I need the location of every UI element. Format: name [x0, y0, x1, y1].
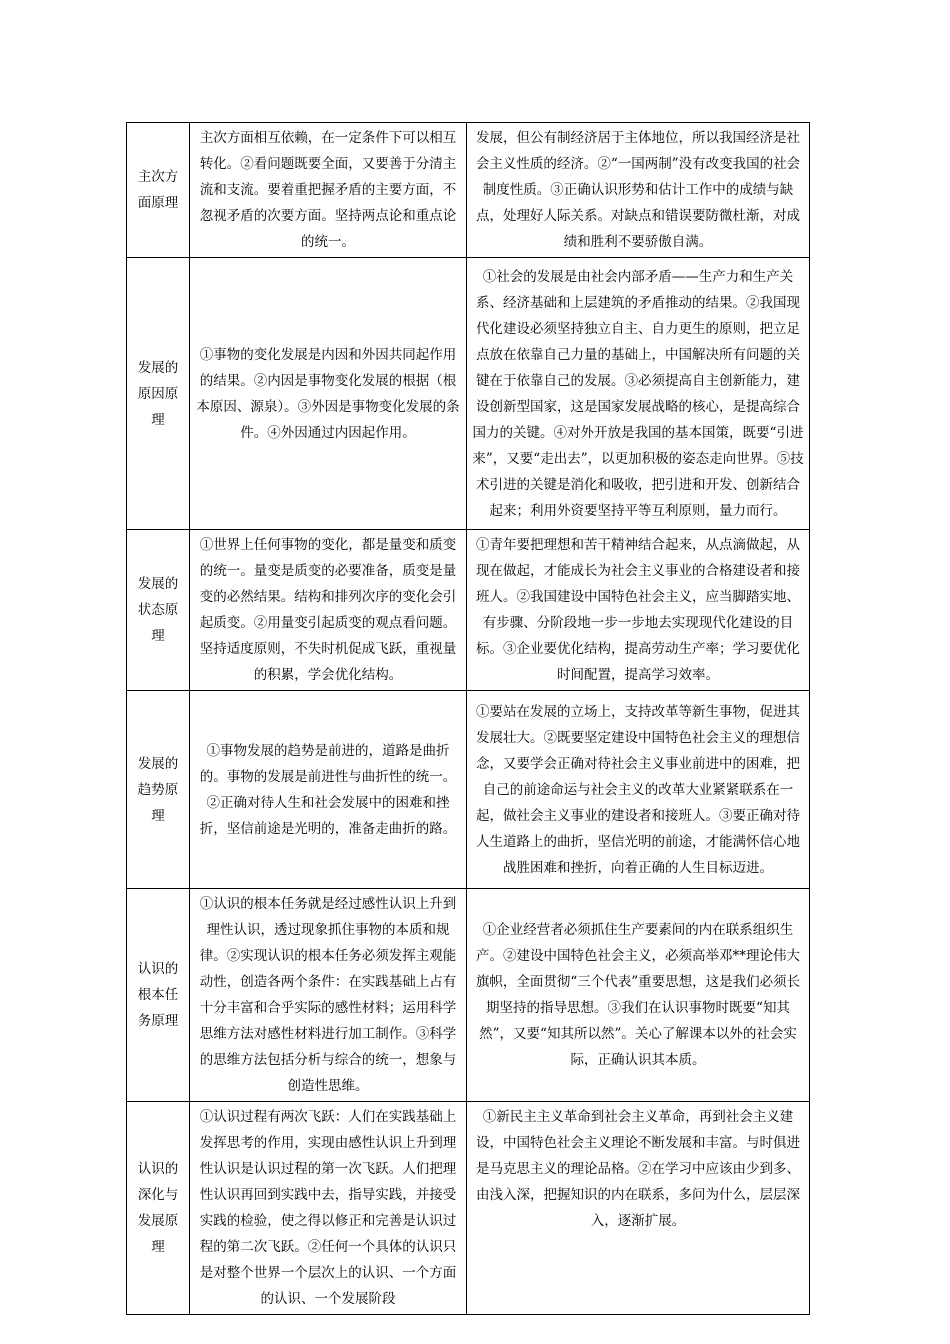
- table-row: [127, 889, 810, 1102]
- application-content: ①新民主主义革命到社会主义革命，再到社会主义建设，中国特色社会主义理论不断发展和丰富。与时俱进是马克思主义的理论品格。②在学习中应该由少到多、由浅入深，把握知识的内在联系，多问为什么，层层深入，逐渐扩展。: [467, 1102, 810, 1315]
- principle-content: 主次方面相互依赖，在一定条件下可以相互转化。②看问题既要全面，又要善于分清主流和支流。要着重把握矛盾的主要方面，不忽视矛盾的次要方面。坚持两点论和重点论的统一。: [190, 123, 467, 258]
- principle-name: 发展的原因原理: [127, 258, 190, 530]
- table-row: [127, 258, 810, 530]
- table-row: [127, 123, 810, 258]
- principle-content: ①认识的根本任务就是经过感性认识上升到理性认识，透过现象抓住事物的本质和规律。②实现认识的根本任务必须发挥主观能动性，创造各两个条件：在实践基础上占有十分丰富和合乎实际的感性材料；运用科学思维方法对感性材料进行加工制作。③科学的思维方法包括分析与综合的统一，想象与创造性思维。: [190, 889, 467, 1102]
- principle-content: ①事物发展的趋势是前进的，道路是曲折的。事物的发展是前进性与曲折性的统一。②正确对待人生和社会发展中的困难和挫折，坚信前途是光明的，准备走曲折的路。: [190, 691, 467, 889]
- application-content: ①社会的发展是由社会内部矛盾——生产力和生产关系、经济基础和上层建筑的矛盾推动的结果。②我国现代化建设必须坚持独立自主、自力更生的原则，把立足点放在依靠自己力量的基础上，中国解决所有问题的关键在于依靠自己的发展。③必须提高自主创新能力，建设创新型国家，这是国家发展战略的核心，是提高综合国力的关键。④对外开放是我国的基本国策，既要“引进来”，又要“走出去”，以更加积极的姿态走向世界。⑤技术引进的关键是消化和吸收，把引进和开发、创新结合起来；利用外资要坚持平等互利原则，量力而行。: [467, 258, 810, 530]
- principle-name: 主次方面原理: [127, 123, 190, 258]
- principle-name: 认识的深化与发展原理: [127, 1102, 190, 1315]
- table-row: [127, 530, 810, 691]
- application-content: ①青年要把理想和苦干精神结合起来，从点滴做起，从现在做起，才能成长为社会主义事业的合格建设者和接班人。②我国建设中国特色社会主义，应当脚踏实地、有步骤、分阶段地一步一步地去实现现代化建设的目标。③企业要优化结构，提高劳动生产率；学习要优化时间配置，提高学习效率。: [467, 530, 810, 691]
- principles-table: [126, 122, 810, 1315]
- application-content: ①要站在发展的立场上，支持改革等新生事物，促进其发展壮大。②既要坚定建设中国特色社会主义的理想信念，又要学会正确对待社会主义事业前进中的困难，把自己的前途命运与社会主义的改革大业紧紧联系在一起，做社会主义事业的建设者和接班人。③要正确对待人生道路上的曲折，坚信光明的前途，才能满怀信心地战胜困难和挫折，向着正确的人生目标迈进。: [467, 691, 810, 889]
- principle-content: ①事物的变化发展是内因和外因共同起作用的结果。②内因是事物变化发展的根据（根本原因、源泉）。③外因是事物变化发展的条件。④外因通过内因起作用。: [190, 258, 467, 530]
- application-content: ①企业经营者必须抓住生产要素间的内在联系组织生产。②建设中国特色社会主义，必须高举邓**理论伟大旗帜，全面贯彻“三个代表”重要思想，这是我们必须长期坚持的指导思想。③我们在认识事物时既要“知其然”，又要“知其所以然”。关心了解课本以外的社会实际，正确认识其本质。: [467, 889, 810, 1102]
- application-content: 发展，但公有制经济居于主体地位，所以我国经济是社会主义性质的经济。②“一国两制”没有改变我国的社会制度性质。③正确认识形势和估计工作中的成绩与缺点，处理好人际关系。对缺点和错误要防微杜渐，对成绩和胜利不要骄傲自满。: [467, 123, 810, 258]
- principle-name: 认识的根本任务原理: [127, 889, 190, 1102]
- principle-name: 发展的趋势原理: [127, 691, 190, 889]
- document-page: [126, 122, 806, 1315]
- principle-name: 发展的状态原理: [127, 530, 190, 691]
- table-row: [127, 691, 810, 889]
- principle-content: ①认识过程有两次飞跃：人们在实践基础上发挥思考的作用，实现由感性认识上升到理性认识是认识过程的第一次飞跃。人们把理性认识再回到实践中去，指导实践，并接受实践的检验，使之得以修正和完善是认识过程的第二次飞跃。②任何一个具体的认识只是对整个世界一个层次上的认识、一个方面的认识、一个发展阶段: [190, 1102, 467, 1315]
- principle-content: ①世界上任何事物的变化，都是量变和质变的统一。量变是质变的必要准备，质变是量变的必然结果。结构和排列次序的变化会引起质变。②用量变引起质变的观点看问题。坚持适度原则，不失时机促成飞跃，重视量的积累，学会优化结构。: [190, 530, 467, 691]
- table-row: [127, 1102, 810, 1315]
